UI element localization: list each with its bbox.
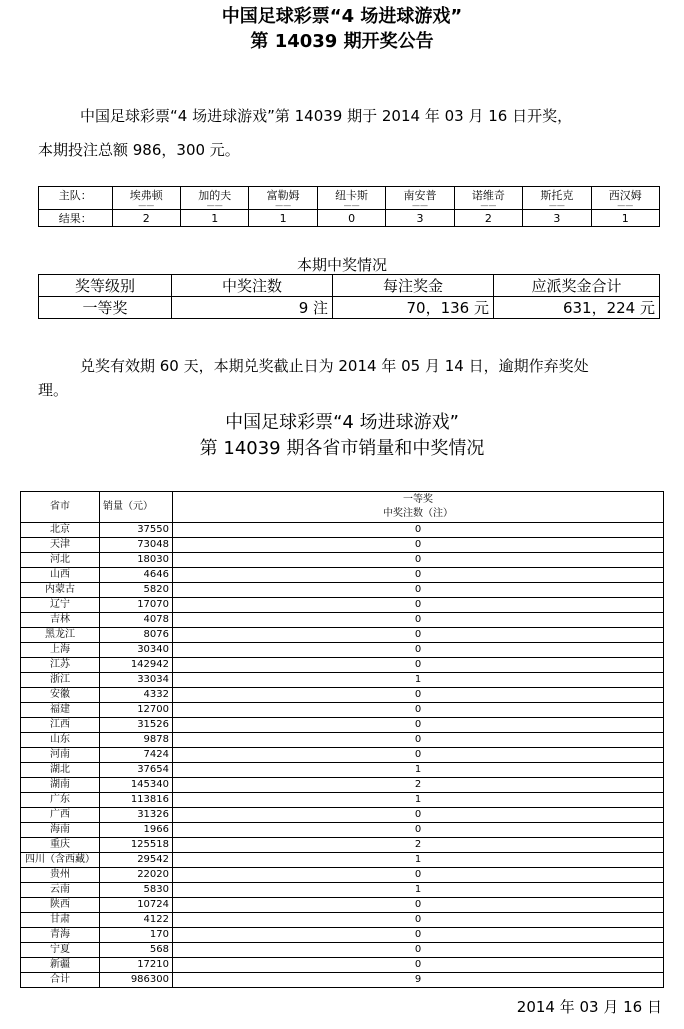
province-wins: 1 <box>173 673 664 688</box>
province-wins: 0 <box>173 958 664 973</box>
province-wins: 0 <box>173 898 664 913</box>
province-section-title: 中国足球彩票“4 场进球游戏” <box>225 412 459 433</box>
province-name: 山西 <box>21 568 100 583</box>
province-wins: 0 <box>173 733 664 748</box>
province-name: 天津 <box>21 538 100 553</box>
separator: —— <box>317 203 385 210</box>
prize-section-title: 本期中奖情况 <box>296 256 387 274</box>
province-row <box>21 868 664 883</box>
team-name: 诺维奇 <box>454 187 522 204</box>
province-sales: 29542 <box>100 853 173 868</box>
province-row <box>21 913 664 928</box>
province-wins: 0 <box>173 583 664 598</box>
province-sales: 17070 <box>100 598 173 613</box>
province-row <box>21 598 664 613</box>
team-label: 主队： <box>39 187 113 204</box>
province-row <box>21 583 664 598</box>
header-wins-line-2: 中奖注数（注） <box>383 508 453 519</box>
prize-table <box>38 274 660 319</box>
claim-notice-line-2: 理。 <box>38 381 69 399</box>
province-name: 青海 <box>21 928 100 943</box>
province-sales: 17210 <box>100 958 173 973</box>
prize-count: 9 注 <box>172 297 333 319</box>
province-name: 宁夏 <box>21 943 100 958</box>
province-row <box>21 823 664 838</box>
province-sales: 73048 <box>100 538 173 553</box>
province-sales: 33034 <box>100 673 173 688</box>
province-wins: 0 <box>173 688 664 703</box>
prize-header-row <box>39 275 660 297</box>
province-name: 黑龙江 <box>21 628 100 643</box>
result-value: 3 <box>386 210 454 227</box>
province-wins: 0 <box>173 538 664 553</box>
province-wins: 2 <box>173 838 664 853</box>
province-name: 安徽 <box>21 688 100 703</box>
result-value: 2 <box>454 210 522 227</box>
province-sales: 145340 <box>100 778 173 793</box>
province-row <box>21 853 664 868</box>
province-name: 上海 <box>21 643 100 658</box>
province-wins: 0 <box>173 808 664 823</box>
province-sales: 8076 <box>100 628 173 643</box>
prize-header-total: 应派奖金合计 <box>494 275 660 297</box>
province-sales: 37550 <box>100 523 173 538</box>
province-row <box>21 958 664 973</box>
province-sales: 12700 <box>100 703 173 718</box>
province-sales: 568 <box>100 943 173 958</box>
province-name: 江苏 <box>21 658 100 673</box>
province-wins: 0 <box>173 613 664 628</box>
province-name: 云南 <box>21 883 100 898</box>
province-row <box>21 733 664 748</box>
province-wins: 1 <box>173 883 664 898</box>
province-sales: 142942 <box>100 658 173 673</box>
province-row <box>21 628 664 643</box>
header-sales: 销量（元） <box>100 492 173 523</box>
province-sales: 30340 <box>100 643 173 658</box>
claim-notice-line-1: 兑奖有效期 60 天，本期兑奖截止日为 2014 年 05 月 14 日，逾期作弃奖处 <box>80 357 589 375</box>
province-sales: 7424 <box>100 748 173 763</box>
province-name: 北京 <box>21 523 100 538</box>
separator: —— <box>181 203 249 210</box>
header-wins <box>173 492 664 523</box>
result-value: 1 <box>591 210 659 227</box>
province-row <box>21 718 664 733</box>
province-wins: 0 <box>173 868 664 883</box>
province-row <box>21 688 664 703</box>
header-wins-line-1: 一等奖 <box>403 494 433 505</box>
separator: —— <box>386 203 454 210</box>
province-row <box>21 808 664 823</box>
province-wins: 1 <box>173 763 664 778</box>
province-sales-table <box>20 491 664 988</box>
province-name: 福建 <box>21 703 100 718</box>
province-wins: 0 <box>173 658 664 673</box>
province-section-subtitle: 第 14039 期各省市销量和中奖情况 <box>199 438 485 459</box>
province-row <box>21 973 664 988</box>
province-name: 四川（含西藏） <box>21 853 100 868</box>
province-name: 吉林 <box>21 613 100 628</box>
province-name: 甘肃 <box>21 913 100 928</box>
province-wins: 0 <box>173 643 664 658</box>
province-name: 湖南 <box>21 778 100 793</box>
province-wins: 0 <box>173 523 664 538</box>
province-name: 河南 <box>21 748 100 763</box>
result-row <box>39 210 660 227</box>
prize-row <box>39 297 660 319</box>
province-name: 重庆 <box>21 838 100 853</box>
province-sales: 4332 <box>100 688 173 703</box>
result-value: 1 <box>249 210 317 227</box>
province-row <box>21 778 664 793</box>
province-name: 辽宁 <box>21 598 100 613</box>
province-wins: 0 <box>173 568 664 583</box>
province-row <box>21 538 664 553</box>
province-wins: 0 <box>173 553 664 568</box>
province-row <box>21 568 664 583</box>
province-sales: 113816 <box>100 793 173 808</box>
province-wins: 0 <box>173 718 664 733</box>
result-value: 2 <box>112 210 180 227</box>
province-wins: 1 <box>173 853 664 868</box>
separator: —— <box>249 203 317 210</box>
province-name: 江西 <box>21 718 100 733</box>
province-wins: 0 <box>173 628 664 643</box>
team-name: 南安普 <box>386 187 454 204</box>
province-sales: 37654 <box>100 763 173 778</box>
province-row <box>21 553 664 568</box>
separator: —— <box>112 203 180 210</box>
footer-date: 2014 年 03 月 16 日 <box>516 998 662 1016</box>
prize-per-bet: 70，136 元 <box>333 297 494 319</box>
intro-line-2: 本期投注总额 986，300 元。 <box>38 141 240 159</box>
province-row <box>21 793 664 808</box>
province-row <box>21 523 664 538</box>
province-sales: 10724 <box>100 898 173 913</box>
province-wins: 2 <box>173 778 664 793</box>
province-sales: 22020 <box>100 868 173 883</box>
team-name: 西汉姆 <box>591 187 659 204</box>
province-sales: 5820 <box>100 583 173 598</box>
province-row <box>21 838 664 853</box>
team-name: 加的夫 <box>181 187 249 204</box>
prize-total: 631，224 元 <box>494 297 660 319</box>
province-name: 浙江 <box>21 673 100 688</box>
result-value: 3 <box>523 210 591 227</box>
province-wins: 1 <box>173 793 664 808</box>
province-row <box>21 943 664 958</box>
province-wins: 0 <box>173 943 664 958</box>
province-wins: 0 <box>173 823 664 838</box>
prize-header-count: 中奖注数 <box>172 275 333 297</box>
province-name: 海南 <box>21 823 100 838</box>
province-name: 广西 <box>21 808 100 823</box>
result-value: 1 <box>181 210 249 227</box>
team-name: 富勒姆 <box>249 187 317 204</box>
province-row <box>21 673 664 688</box>
province-sales: 4078 <box>100 613 173 628</box>
province-row <box>21 928 664 943</box>
province-wins: 0 <box>173 913 664 928</box>
province-row <box>21 883 664 898</box>
province-name: 陕西 <box>21 898 100 913</box>
header-province: 省市 <box>21 492 100 523</box>
province-sales: 18030 <box>100 553 173 568</box>
province-row <box>21 898 664 913</box>
result-label: 结果： <box>39 210 113 227</box>
province-row <box>21 748 664 763</box>
province-sales: 4646 <box>100 568 173 583</box>
province-row <box>21 658 664 673</box>
intro-line-1: 中国足球彩票“4 场进球游戏”第 14039 期于 2014 年 03 月 16 日开奖， <box>80 107 573 125</box>
province-name: 河北 <box>21 553 100 568</box>
team-name: 埃弗顿 <box>112 187 180 204</box>
team-name: 纽卡斯 <box>317 187 385 204</box>
team-name: 斯托克 <box>523 187 591 204</box>
prize-level: 一等奖 <box>39 297 172 319</box>
prize-header-per-bet: 每注奖金 <box>333 275 494 297</box>
province-sales: 9878 <box>100 733 173 748</box>
province-row <box>21 763 664 778</box>
province-row <box>21 613 664 628</box>
province-sales: 986300 <box>100 973 173 988</box>
province-name: 山东 <box>21 733 100 748</box>
province-name: 新疆 <box>21 958 100 973</box>
announcement-title: 中国足球彩票“4 场进球游戏” <box>221 6 463 27</box>
separator: —— <box>591 203 659 210</box>
province-name: 湖北 <box>21 763 100 778</box>
province-name: 广东 <box>21 793 100 808</box>
match-results-table <box>38 186 660 227</box>
province-wins: 9 <box>173 973 664 988</box>
province-sales: 31526 <box>100 718 173 733</box>
province-sales: 31326 <box>100 808 173 823</box>
province-row <box>21 643 664 658</box>
province-wins: 0 <box>173 928 664 943</box>
separator: —— <box>523 203 591 210</box>
province-sales: 5830 <box>100 883 173 898</box>
province-wins: 0 <box>173 748 664 763</box>
province-sales: 170 <box>100 928 173 943</box>
province-wins: 0 <box>173 703 664 718</box>
province-name: 合计 <box>21 973 100 988</box>
province-sales: 125518 <box>100 838 173 853</box>
province-row <box>21 703 664 718</box>
result-value: 0 <box>317 210 385 227</box>
province-sales: 4122 <box>100 913 173 928</box>
prize-header-level: 奖等级别 <box>39 275 172 297</box>
province-wins: 0 <box>173 598 664 613</box>
province-sales: 1966 <box>100 823 173 838</box>
separator: —— <box>454 203 522 210</box>
province-name: 贵州 <box>21 868 100 883</box>
province-name: 内蒙古 <box>21 583 100 598</box>
announcement-subtitle: 第 14039 期开奖公告 <box>250 31 434 52</box>
province-header-row <box>21 492 664 523</box>
